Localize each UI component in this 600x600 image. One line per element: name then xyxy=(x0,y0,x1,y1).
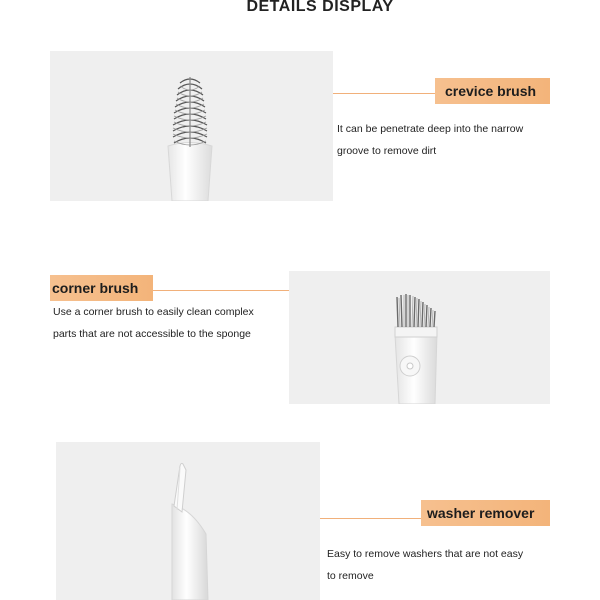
washer-remover-description xyxy=(327,543,523,587)
corner-brush-desc-line-2: parts that are not accessible to the sponge xyxy=(53,328,251,340)
crevice-brush-label: crevice brush xyxy=(435,78,550,104)
corner-brush-label: corner brush xyxy=(50,275,153,301)
crevice-brush-leader xyxy=(333,93,435,94)
crevice-brush-photo xyxy=(50,51,333,201)
washer-remover-desc-line-2: to remove xyxy=(327,570,374,582)
corner-brush-illustration xyxy=(289,271,550,404)
corner-brush-description xyxy=(53,301,254,345)
washer-remover-leader xyxy=(320,518,421,519)
crevice-brush-description xyxy=(337,118,523,162)
washer-remover-desc-line-1: Easy to remove washers that are not easy xyxy=(327,548,524,560)
crevice-brush-illustration xyxy=(50,51,333,201)
washer-remover-label: washer remover xyxy=(421,500,550,526)
corner-brush-leader xyxy=(153,290,289,291)
corner-brush-photo xyxy=(289,271,550,404)
page-title: DETAILS DISPLAY xyxy=(246,0,394,15)
washer-remover-illustration xyxy=(56,442,320,600)
crevice-brush-desc-line-1: It can be penetrate deep into the narrow xyxy=(337,123,524,135)
crevice-brush-desc-line-2: groove to remove dirt xyxy=(337,145,437,157)
washer-remover-photo xyxy=(56,442,320,600)
corner-brush-desc-line-1: Use a corner brush to easily clean complex xyxy=(53,306,254,318)
